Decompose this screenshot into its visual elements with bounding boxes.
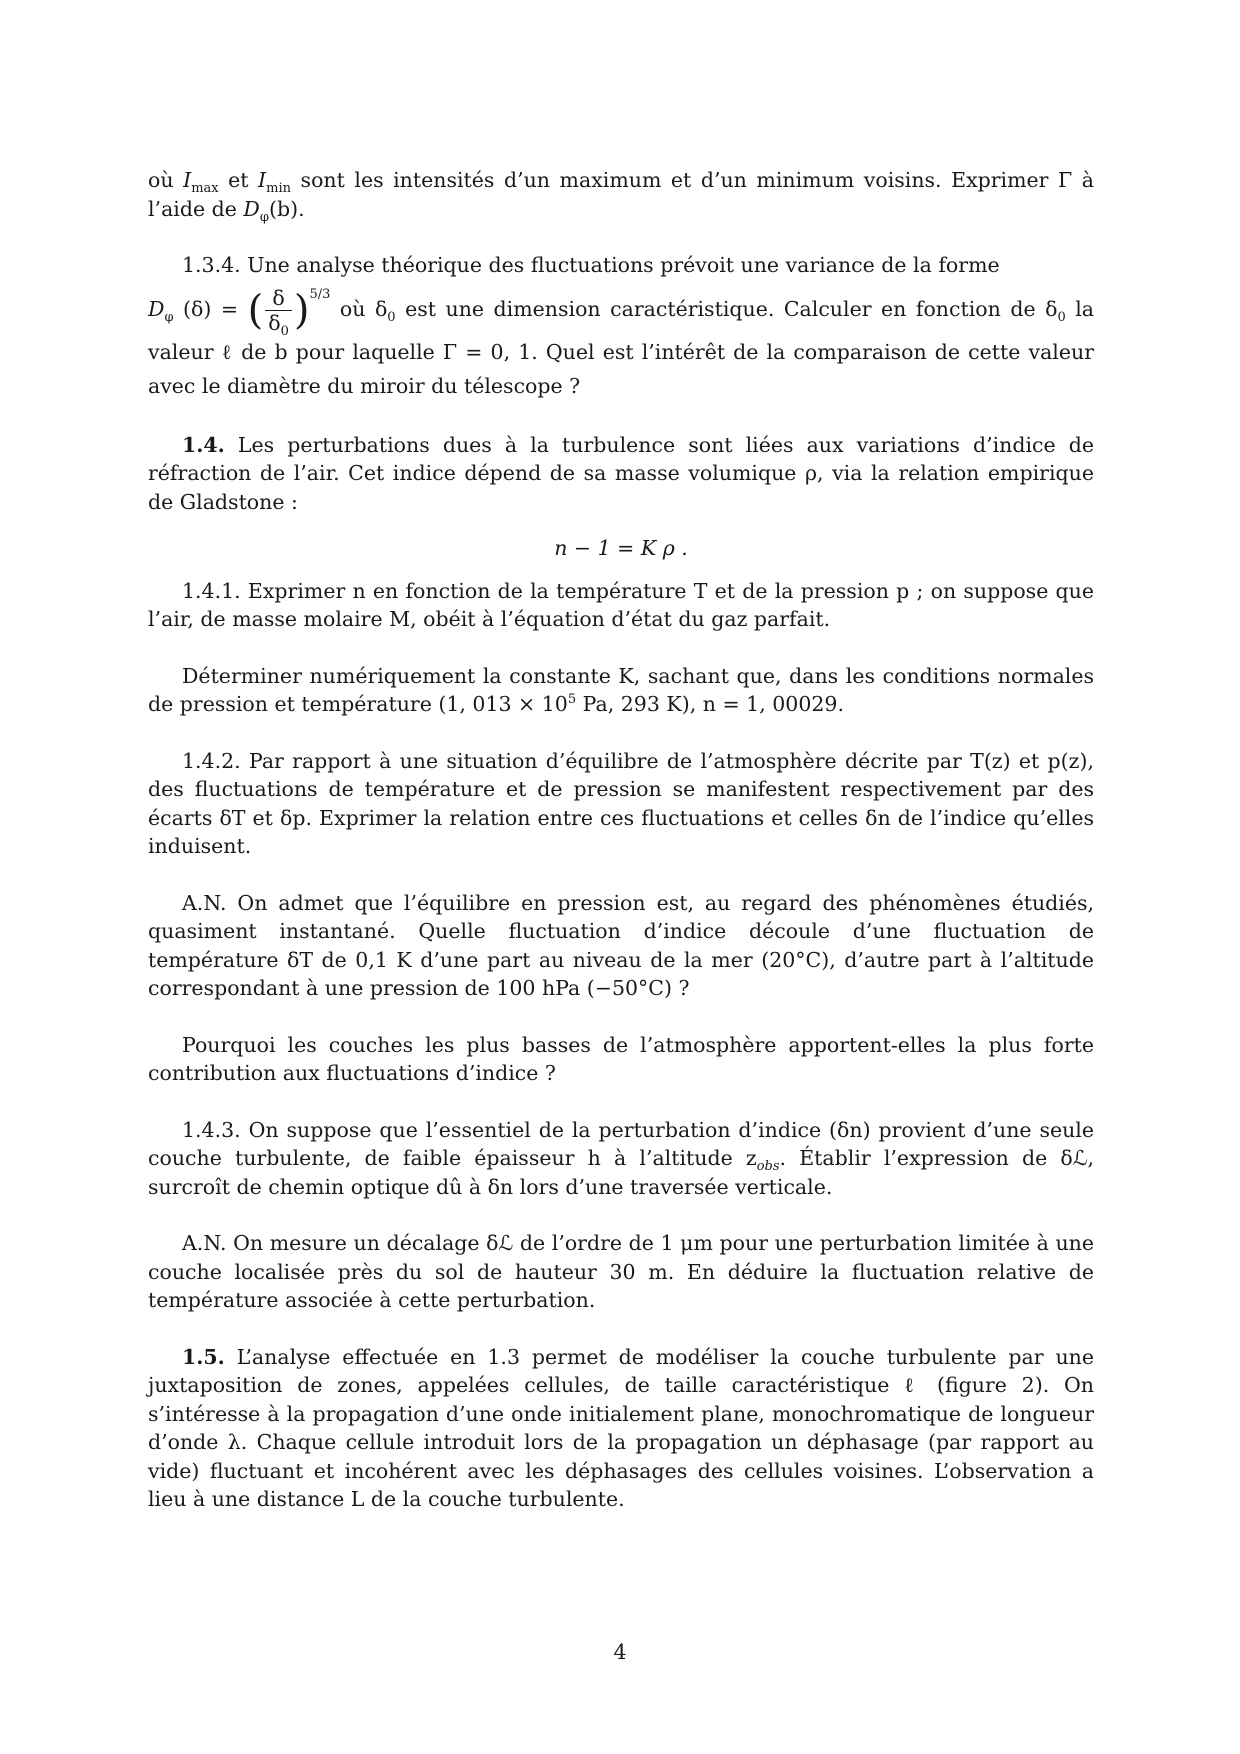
text-run: où δ [330, 296, 388, 321]
question-1-4-2-application: A.N. On admet que l’équilibre en pression est, au regard des phénomènes étudiés, quasiment instantané. Quelle fluctuation d’indice découle d’une fluctuation de température δT de 0,1 K d’une part au niveau de la mer (20°C), d’autre part à l’altitude correspondant à une pression de 100 hPa (−50°C) ? [148, 890, 1094, 1000]
symbol-i: I [183, 168, 192, 192]
gladstone-equation [148, 534, 1094, 563]
section-number: 1.4. [182, 432, 225, 457]
text-run: sont les intensités d’un maximum et d’un minimum voisins. Exprimer Γ à l’aide de [148, 168, 1094, 221]
text-run: où [148, 168, 184, 192]
exponent: 5/3 [309, 286, 331, 302]
question-1-4-3 [148, 1116, 1094, 1202]
text-run: Une analyse théorique des fluctuations prévoit une variance de la forme [240, 253, 1000, 277]
text-run: 1.4.3. On suppose que l’essentiel de la perturbation d’indice (δn) provient d’une seule couche turbulente, de faible épaisseur h à l’altitude z [148, 1117, 1094, 1170]
subscript-obs: obs [756, 1159, 780, 1175]
text-run: Les perturbations dues à la turbulence sont liées aux variations d’indice de réfraction de l’air. Cet indice dépend de sa masse volumique ρ, via la relation empirique de Gladstone : [148, 432, 1094, 514]
question-1-4-3-application: A.N. On mesure un décalage δℒ de l’ordre de 1 μm pour une perturbation limitée à une couche localisée près du sol de hauteur 30 m. En déduire la fluctuation relative de température associée à cette perturbation. [148, 1231, 1094, 1312]
text-run: Déterminer numériquement la constante K, sachant que, dans les conditions normales de pression et température (1, 013 × 10 [148, 663, 1094, 716]
subscript-min: min [266, 181, 292, 197]
den-symbol: δ [268, 310, 281, 335]
question-1-4-2: 1.4.2. Par rapport à une situation d’équilibre de l’atmosphère décrite par T(z) et p(z), des fluctuations de température et de pression se manifestent respectivement par des écarts δT et δp. Exprimer la relation entre ces fluctuations et celles δn de l’indice qu’elles induisent. [148, 748, 1094, 858]
text-run: et [218, 168, 259, 192]
fraction-denominator [265, 310, 292, 339]
page-number: 4 [613, 1640, 627, 1664]
den-subscript: 0 [280, 323, 289, 339]
equation-text: n − 1 = K ρ . [554, 536, 688, 560]
text-run: est une dimension caractéristique. Calculer en fonction de δ [395, 296, 1058, 321]
right-paren: ) [293, 287, 310, 333]
paragraph-intensity-definitions [148, 166, 1094, 223]
question-1-4-1: 1.4.1. Exprimer n en fonction de la température T et de la pression p ; on suppose que l’air, de masse molaire M, obéit à l’équation d’état du gaz parfait. [148, 578, 1094, 631]
subscript: 0 [1057, 309, 1066, 325]
question-number: 1.3.4. [182, 253, 241, 277]
subscript-phi: φ [164, 309, 174, 325]
text-run: Pa, 293 K), n = 1, 00029. [576, 692, 844, 716]
question-1-4-2-why: Pourquoi les couches les plus basses de l’atmosphère apportent-elles la plus forte contribution aux fluctuations d’indice ? [148, 1032, 1094, 1085]
subscript-phi: φ [259, 209, 269, 225]
delta-fraction [265, 285, 292, 339]
formula-lhs: (δ) = [173, 296, 248, 321]
variance-formula-line [148, 286, 1094, 403]
symbol-d: D [243, 196, 260, 221]
question-1-4 [148, 431, 1094, 517]
superscript: 5 [567, 692, 577, 708]
question-1-4-1-numeric [148, 662, 1094, 719]
question-1-3-4 [148, 251, 1094, 280]
subscript-max: max [191, 181, 219, 197]
question-1-5 [148, 1343, 1094, 1514]
symbol-d: D [148, 296, 165, 321]
left-paren: ( [247, 287, 264, 333]
text-run: la valeur ℓ de b pour laquelle Γ = 0, 1. Quel est l’intérêt de la comparaison de cette valeur avec le diamètre du miroir du télescope ? [148, 296, 1095, 398]
page-body [148, 166, 1094, 1514]
subscript: 0 [387, 309, 396, 325]
fraction-numerator: δ [265, 286, 292, 311]
section-number: 1.5. [182, 1344, 225, 1369]
symbol-i: I [258, 168, 267, 192]
text-run: . Établir l’expression de δℒ, surcroît de chemin optique dû à δn lors d’une traversée verticale. [148, 1146, 1094, 1199]
text-run: L’analyse effectuée en 1.3 permet de modéliser la couche turbulente par une juxtaposition de zones, appelées cellules, de taille caractéristique ℓ (figure 2). On s’intéresse à la propagation d’une onde initialement plane, monochromatique de longueur d’onde λ. Chaque cellule introduit lors de la propagation un déphasage (par rapport au vide) fluctuant et incohérent avec les déphasages des cellules voisines. L’observation a lieu à une distance L de la couche turbulente. [148, 1344, 1094, 1511]
text-run: (b). [268, 196, 305, 221]
